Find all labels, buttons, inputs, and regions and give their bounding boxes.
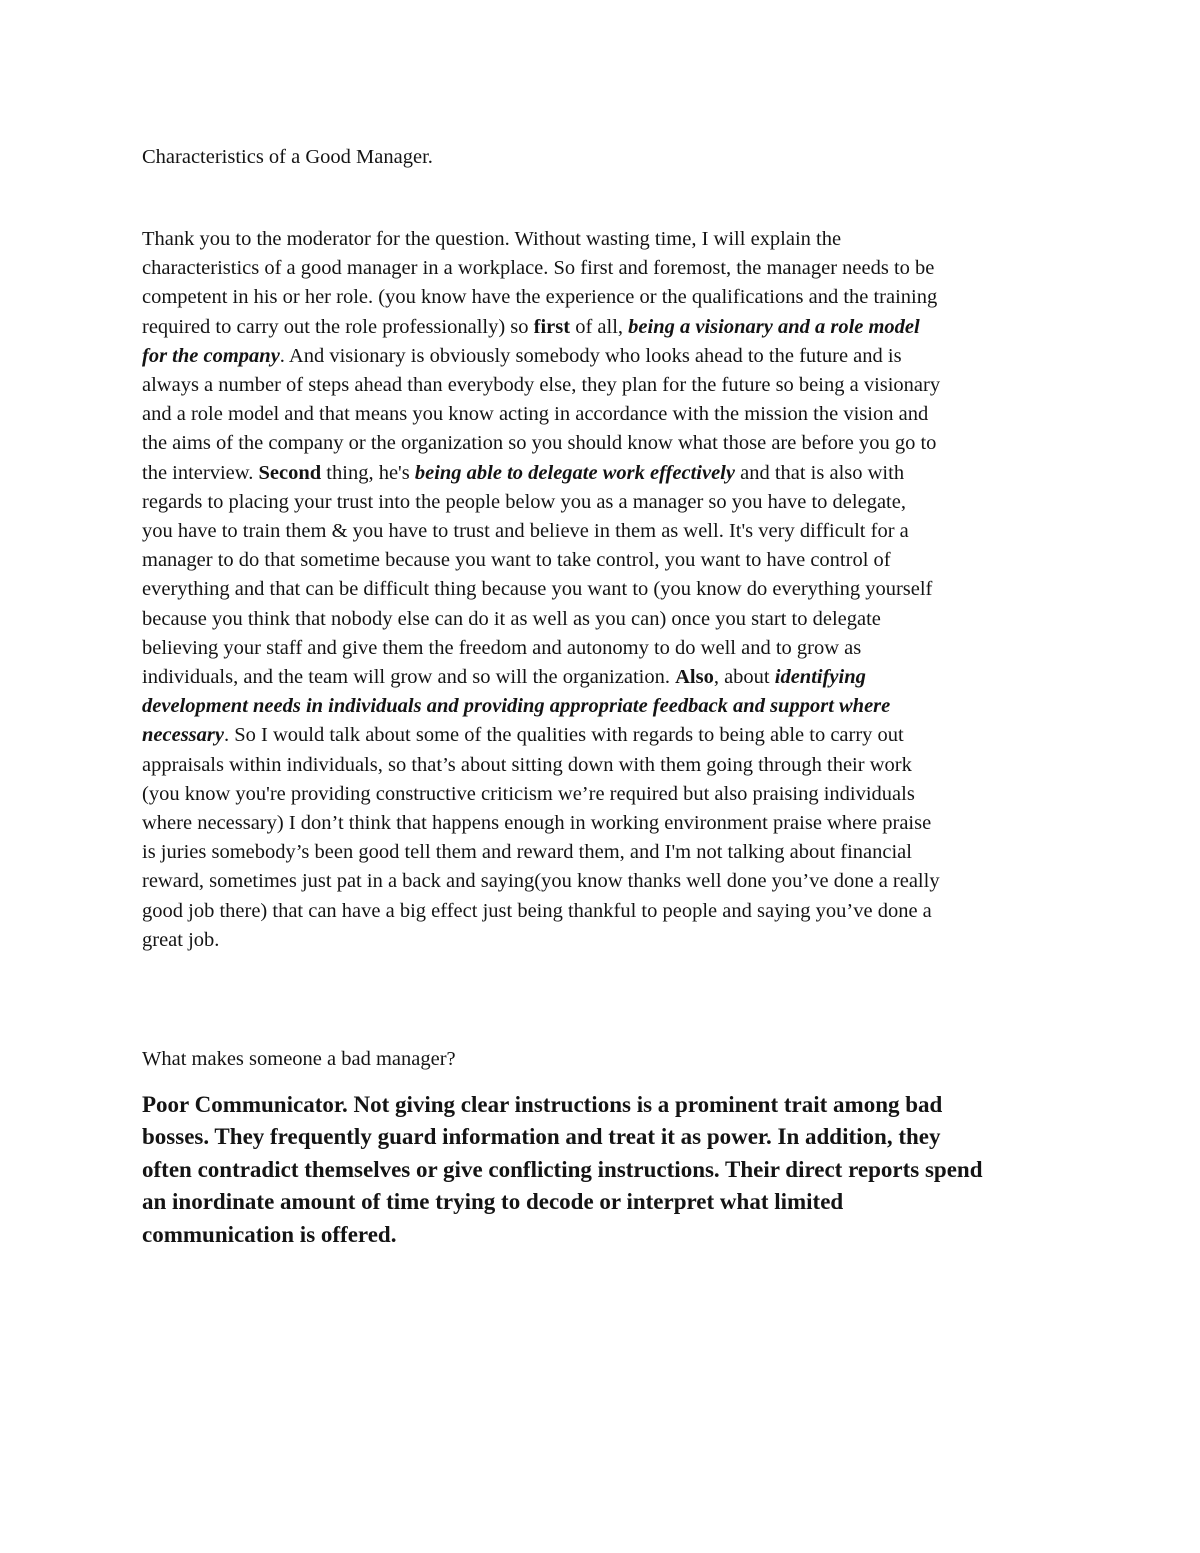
emphasized-text: Second [258, 461, 322, 484]
paragraph-good-manager [142, 225, 1072, 955]
text-run: thing, he's [321, 461, 415, 484]
text-line [142, 517, 1072, 546]
text-run: . So I would talk about some of the qualities with regards to being able to carry out [223, 724, 904, 747]
text-line [142, 1121, 1072, 1153]
text-line [142, 283, 1072, 312]
text-line [142, 342, 1072, 371]
text-line [142, 488, 1072, 517]
text-line [142, 751, 1072, 780]
text-line [142, 1089, 1072, 1121]
emphasized-text: identifying [774, 666, 866, 689]
text-run: everything and that can be difficult thing because you want to (you know do everything yourself [142, 578, 933, 601]
emphasized-text: for the company [142, 344, 280, 367]
text-run: good job there) that can have a big effect just being thankful to people and saying you’ve done a [142, 899, 932, 922]
emphasized-text: Also [675, 666, 714, 689]
text-run: individuals, and the team will grow and so will the organization. [142, 666, 676, 689]
text-run: the interview. [142, 461, 259, 484]
text-line [142, 1154, 1072, 1186]
text-run: Poor Communicator. Not giving clear instructions is a prominent trait among bad [142, 1092, 943, 1117]
emphasized-text: being a visionary and a role model [628, 315, 920, 338]
text-run: characteristics of a good manager in a workplace. So first and foremost, the manager needs to be [142, 257, 935, 280]
text-line [142, 371, 1072, 400]
text-run: great job. [142, 928, 220, 951]
text-line [142, 400, 1072, 429]
text-run: and a role model and that means you know acting in accordance with the mission the vision and [142, 403, 929, 426]
emphasized-text: necessary [142, 724, 224, 747]
text-run: of all, [570, 315, 629, 338]
text-run: Thank you to the moderator for the question. Without wasting time, I will explain the [142, 228, 842, 250]
text-run: (you know you're providing constructive criticism we’re required but also praising individuals [142, 782, 915, 805]
text-line [142, 897, 1072, 926]
text-line [142, 867, 1072, 896]
text-line [142, 546, 1072, 575]
text-line [142, 254, 1072, 283]
text-line [142, 721, 1072, 750]
text-run: communication is offered. [142, 1221, 397, 1247]
text-run: . And visionary is obviously somebody who looks ahead to the future and is [279, 344, 902, 367]
text-line [142, 926, 1072, 955]
text-run: reward, sometimes just pat in a back and saying(you know thanks well done you’ve done a really [142, 870, 940, 893]
text-line [142, 575, 1072, 604]
text-run: always a number of steps ahead than everybody else, they plan for the future so being a visionary [142, 374, 941, 397]
text-line [142, 313, 1072, 342]
emphasized-text: development needs in individuals and providing appropriate feedback and support where [142, 695, 891, 718]
text-run: because you think that nobody else can do it as well as you can) once you start to delegate [142, 607, 881, 630]
text-line [142, 663, 1072, 692]
text-run: the aims of the company or the organization so you should know what those are before you go to [142, 432, 937, 455]
text-run: regards to placing your trust into the people below you as a manager so you have to delegate, [142, 490, 906, 513]
text-run: , about [713, 666, 775, 689]
text-run: required to carry out the role professionally) so [142, 315, 534, 338]
text-run: manager to do that sometime because you want to take control, you want to have control of [142, 549, 891, 572]
text-run: an inordinate amount of time trying to decode or interpret what limited [142, 1189, 844, 1215]
emphasized-text: first [533, 315, 571, 338]
text-line [142, 692, 1072, 721]
text-line [142, 225, 1072, 254]
text-run: competent in his or her role. (you know have the experience or the qualifications and the training [142, 286, 938, 309]
heading-good-manager: Characteristics of a Good Manager. [142, 146, 433, 168]
paragraph-bad-manager [142, 1089, 1072, 1251]
text-line [142, 780, 1072, 809]
text-run: believing your staff and give them the freedom and autonomy to do well and to grow as [142, 636, 862, 659]
text-line [142, 1186, 1072, 1218]
emphasized-text: being able to delegate work effectively [414, 461, 735, 484]
text-line [142, 838, 1072, 867]
text-line [142, 634, 1072, 663]
text-run: bosses. They frequently guard information and treat it as power. In addition, they [142, 1124, 941, 1150]
text-run: often contradict themselves or give conflicting instructions. Their direct reports spend [142, 1156, 983, 1182]
text-run: is juries somebody’s been good tell them and reward them, and I'm not talking about financial [142, 841, 912, 864]
text-line [142, 459, 1072, 488]
text-line [142, 809, 1072, 838]
text-line [142, 429, 1072, 458]
text-run: where necessary) I don’t think that happens enough in working environment praise where praise [142, 812, 932, 835]
text-line [142, 605, 1072, 634]
heading-bad-manager: What makes someone a bad manager? [142, 1048, 456, 1070]
text-run: and that is also with [734, 461, 905, 484]
text-run: you have to train them & you have to trust and believe in them as well. It's very difficult for a [142, 520, 909, 543]
text-line [142, 1219, 1072, 1251]
text-run: appraisals within individuals, so that’s about sitting down with them going through their work [142, 753, 912, 776]
